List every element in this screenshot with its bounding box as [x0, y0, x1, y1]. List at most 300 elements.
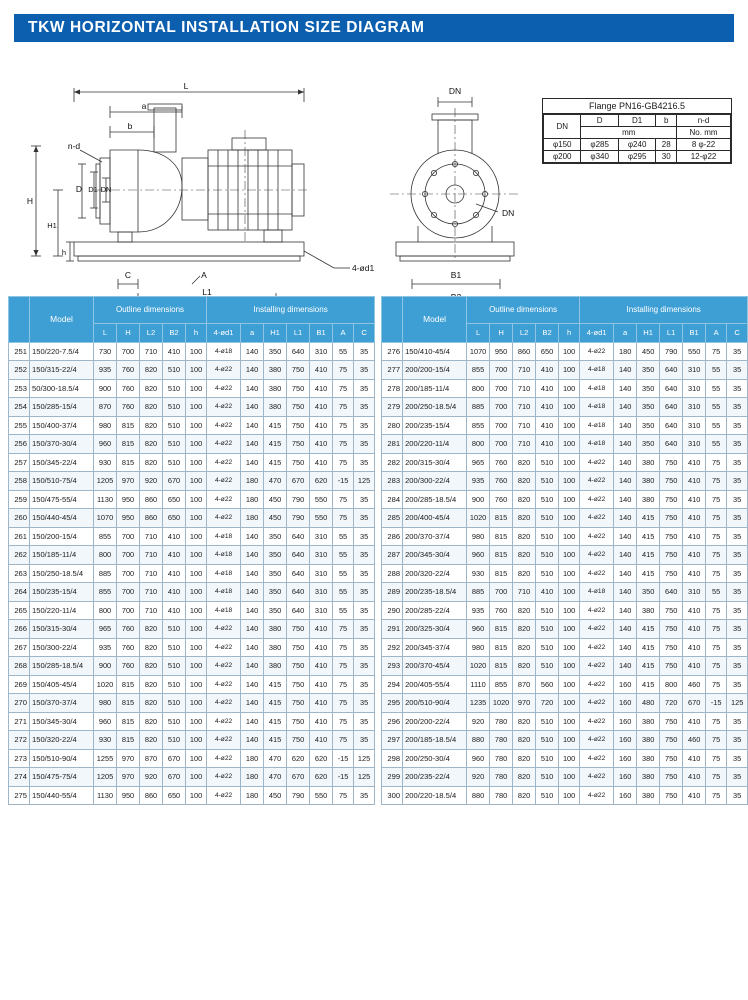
cell-h: 100	[559, 675, 580, 694]
cell-b1: 410	[683, 546, 706, 565]
cell-h: 760	[490, 472, 513, 491]
outline-dimensions-header: Outline dimensions	[467, 297, 580, 324]
cell-model: 150/440-55/4	[30, 786, 94, 805]
cell-4d1: 4-ø22	[207, 749, 241, 768]
column-header-l2: L2	[140, 324, 163, 343]
cell-h1: 380	[637, 453, 660, 472]
cell-c: 35	[354, 620, 375, 639]
cell-h1: 350	[264, 564, 287, 583]
table-row	[382, 546, 748, 565]
cell-b2: 510	[163, 638, 186, 657]
cell-a: 140	[241, 638, 264, 657]
table-row	[382, 620, 748, 639]
cell-a: 75	[333, 694, 354, 713]
cell-b2: 720	[536, 694, 559, 713]
cell-l2: 820	[140, 675, 163, 694]
row-index: 275	[9, 786, 30, 805]
cell-l: 920	[467, 712, 490, 731]
cell-h1: 380	[637, 786, 660, 805]
column-header-l1: L1	[287, 324, 310, 343]
cell-h: 100	[559, 546, 580, 565]
cell-h: 100	[559, 435, 580, 454]
cell-a: 75	[333, 398, 354, 417]
cell-4d1: 4-ø22	[207, 361, 241, 380]
cell-a: 140	[241, 657, 264, 676]
cell-l: 1235	[467, 694, 490, 713]
cell-c: 35	[354, 342, 375, 361]
flange-row	[544, 151, 731, 163]
cell-h: 780	[490, 786, 513, 805]
cell-a: 55	[333, 527, 354, 546]
cell-h: 700	[117, 601, 140, 620]
cell-c: 35	[727, 564, 748, 583]
cell-model: 150/220-11/4	[30, 601, 94, 620]
row-index: 291	[382, 620, 403, 639]
cell-model: 200/320-22/4	[403, 564, 467, 583]
cell-b2: 510	[536, 509, 559, 528]
cell-l: 965	[94, 620, 117, 639]
cell-a: 75	[706, 768, 727, 787]
cell-model: 150/345-22/4	[30, 453, 94, 472]
cell-4d1: 4-ø22	[207, 453, 241, 472]
cell-l1: 750	[287, 712, 310, 731]
column-header-h1: H1	[264, 324, 287, 343]
dimension-table-left	[8, 296, 375, 805]
cell-c: 35	[354, 379, 375, 398]
cell-b2: 510	[163, 731, 186, 750]
table-row	[9, 472, 375, 491]
cell-h: 100	[186, 749, 207, 768]
cell-l2: 710	[513, 435, 536, 454]
cell-4d1: 4-ø22	[580, 546, 614, 565]
cell-h1: 380	[264, 638, 287, 657]
column-header-l2: L2	[513, 324, 536, 343]
column-header-h1: H1	[637, 324, 660, 343]
table-row	[9, 527, 375, 546]
cell-a: 140	[614, 638, 637, 657]
cell-a: 75	[706, 546, 727, 565]
cell-l: 930	[94, 731, 117, 750]
table-row	[9, 694, 375, 713]
column-header-4d1: 4-ød1	[207, 324, 241, 343]
cell-l2: 820	[140, 379, 163, 398]
cell-h: 700	[117, 583, 140, 602]
cell-h: 100	[559, 509, 580, 528]
cell-4d1: 4-ø22	[207, 509, 241, 528]
cell-model: 200/400-45/4	[403, 509, 467, 528]
cell-b2: 510	[163, 620, 186, 639]
cell-a: 140	[614, 564, 637, 583]
cell-model: 150/285-15/4	[30, 398, 94, 417]
cell-h: 700	[117, 546, 140, 565]
cell-model: 200/315-30/4	[403, 453, 467, 472]
flange-table-grid	[543, 114, 731, 163]
cell-c: 35	[727, 490, 748, 509]
cell-4d1: 4-ø18	[207, 601, 241, 620]
row-index: 278	[382, 379, 403, 398]
cell-h: 100	[186, 638, 207, 657]
cell-a: 75	[706, 490, 727, 509]
cell-h: 950	[117, 509, 140, 528]
cell-h1: 380	[264, 398, 287, 417]
cell-model: 200/250-18.5/4	[403, 398, 467, 417]
cell-a: 75	[706, 453, 727, 472]
cell-h: 760	[117, 638, 140, 657]
cell-l2: 820	[513, 527, 536, 546]
cell-l2: 710	[140, 527, 163, 546]
cell-b1: 310	[310, 546, 333, 565]
row-index: 295	[382, 694, 403, 713]
cell-l: 1070	[94, 509, 117, 528]
cell-a: 140	[614, 601, 637, 620]
cell-4d1: 4-ø22	[207, 638, 241, 657]
row-index: 285	[382, 509, 403, 528]
table-row	[382, 675, 748, 694]
cell-model: 200/370-45/4	[403, 657, 467, 676]
table-row	[9, 453, 375, 472]
cell-b1: 310	[683, 435, 706, 454]
row-index: 268	[9, 657, 30, 676]
cell-a: 140	[241, 342, 264, 361]
cell-h: 100	[186, 361, 207, 380]
cell-a: 140	[241, 361, 264, 380]
cell-h1: 380	[637, 731, 660, 750]
cell-a: 140	[241, 694, 264, 713]
row-index-header	[382, 297, 403, 343]
cell-l: 885	[467, 398, 490, 417]
cell-c: 35	[727, 527, 748, 546]
cell-c: 35	[727, 398, 748, 417]
cell-a: 55	[706, 398, 727, 417]
cell-h: 760	[117, 361, 140, 380]
cell-c: 35	[354, 564, 375, 583]
cell-b1: 410	[683, 712, 706, 731]
cell-l2: 710	[513, 416, 536, 435]
cell-a: 160	[614, 694, 637, 713]
cell-4d1: 4-ø22	[580, 768, 614, 787]
flange-unit-mm: mm	[581, 127, 677, 139]
cell-h1: 380	[637, 749, 660, 768]
cell-l1: 640	[287, 583, 310, 602]
cell-a: 160	[614, 675, 637, 694]
cell-a: -15	[333, 749, 354, 768]
cell-l1: 720	[660, 694, 683, 713]
cell-c: 35	[727, 546, 748, 565]
cell-l2: 860	[513, 342, 536, 361]
row-index: 283	[382, 472, 403, 491]
column-header-a: A	[333, 324, 354, 343]
row-index: 273	[9, 749, 30, 768]
cell-l1: 640	[660, 435, 683, 454]
model-column-header: Model	[403, 297, 467, 343]
cell-a: 180	[241, 490, 264, 509]
column-header-l: L	[467, 324, 490, 343]
cell-b1: 550	[310, 509, 333, 528]
cell-b1: 410	[310, 675, 333, 694]
column-header-b2: B2	[536, 324, 559, 343]
cell-a: 55	[333, 546, 354, 565]
flange-cell-nd: 8 φ-22	[677, 139, 731, 151]
flange-col-nd: n-d	[677, 115, 731, 127]
cell-a: 140	[241, 546, 264, 565]
cell-4d1: 4-ø18	[207, 583, 241, 602]
cell-model: 150/220-7.5/4	[30, 342, 94, 361]
cell-b1: 310	[310, 583, 333, 602]
cell-model: 200/510-90/4	[403, 694, 467, 713]
cell-l1: 640	[287, 601, 310, 620]
cell-a: 55	[706, 416, 727, 435]
table-head	[382, 297, 748, 343]
cell-a: 75	[333, 379, 354, 398]
cell-h: 100	[186, 712, 207, 731]
cell-h: 100	[559, 731, 580, 750]
cell-l2: 820	[140, 398, 163, 417]
cell-h: 760	[117, 398, 140, 417]
cell-h1: 415	[637, 546, 660, 565]
installation-size-drawing	[14, 46, 734, 297]
cell-h: 700	[490, 416, 513, 435]
cell-a: 140	[614, 453, 637, 472]
cell-c: 35	[727, 472, 748, 491]
cell-h1: 380	[637, 601, 660, 620]
cell-4d1: 4-ø22	[580, 601, 614, 620]
cell-l2: 820	[513, 620, 536, 639]
cell-h1: 470	[264, 768, 287, 787]
cell-model: 150/475-55/4	[30, 490, 94, 509]
cell-b1: 310	[683, 398, 706, 417]
table-row	[9, 546, 375, 565]
cell-c: 35	[727, 453, 748, 472]
cell-c: 35	[354, 509, 375, 528]
cell-a: 140	[241, 379, 264, 398]
cell-model: 200/235-15/4	[403, 416, 467, 435]
cell-b2: 410	[536, 416, 559, 435]
cell-h: 815	[490, 638, 513, 657]
cell-c: 125	[354, 749, 375, 768]
cell-l: 880	[467, 731, 490, 750]
cell-a: 55	[333, 564, 354, 583]
cell-l1: 640	[287, 527, 310, 546]
cell-b1: 310	[683, 583, 706, 602]
column-header-a: a	[614, 324, 637, 343]
cell-a: -15	[706, 694, 727, 713]
cell-4d1: 4-ø18	[580, 435, 614, 454]
cell-l1: 640	[287, 546, 310, 565]
cell-4d1: 4-ø18	[207, 564, 241, 583]
cell-b1: 310	[683, 379, 706, 398]
row-index: 256	[9, 435, 30, 454]
cell-4d1: 4-ø18	[580, 398, 614, 417]
cell-h: 100	[186, 694, 207, 713]
cell-c: 35	[354, 490, 375, 509]
table-row	[9, 749, 375, 768]
cell-4d1: 4-ø22	[580, 453, 614, 472]
row-index: 264	[9, 583, 30, 602]
cell-b1: 410	[310, 453, 333, 472]
cell-l1: 620	[287, 749, 310, 768]
cell-b2: 410	[163, 546, 186, 565]
cell-model: 150/510-90/4	[30, 749, 94, 768]
cell-h1: 380	[264, 361, 287, 380]
cell-a: 55	[706, 583, 727, 602]
cell-a: 140	[614, 398, 637, 417]
cell-b2: 510	[163, 675, 186, 694]
cell-l: 855	[467, 416, 490, 435]
cell-model: 200/200-15/4	[403, 361, 467, 380]
cell-b2: 560	[536, 675, 559, 694]
row-index: 258	[9, 472, 30, 491]
cell-b1: 310	[310, 342, 333, 361]
table-row	[9, 398, 375, 417]
cell-b1: 410	[310, 638, 333, 657]
cell-4d1: 4-ø22	[580, 712, 614, 731]
label-h: h	[61, 248, 67, 257]
row-index: 277	[382, 361, 403, 380]
page-title: TKW HORIZONTAL INSTALLATION SIZE DIAGRAM	[28, 19, 425, 36]
cell-b2: 510	[536, 546, 559, 565]
flange-cell-nd: 12-φ22	[677, 151, 731, 163]
cell-h1: 350	[264, 583, 287, 602]
cell-h1: 350	[264, 601, 287, 620]
cell-l: 800	[467, 379, 490, 398]
installing-dimensions-header: Installing dimensions	[580, 297, 748, 324]
cell-a: 180	[614, 342, 637, 361]
cell-h: 815	[490, 509, 513, 528]
cell-h: 100	[559, 379, 580, 398]
cell-l2: 820	[513, 768, 536, 787]
cell-model: 200/220-18.5/4	[403, 786, 467, 805]
table-row	[9, 490, 375, 509]
cell-l2: 820	[513, 453, 536, 472]
cell-l1: 640	[660, 398, 683, 417]
cell-l: 935	[467, 472, 490, 491]
cell-b2: 510	[536, 490, 559, 509]
cell-a: 140	[614, 620, 637, 639]
cell-h: 100	[559, 768, 580, 787]
cell-h1: 415	[264, 435, 287, 454]
table-row	[9, 342, 375, 361]
cell-l1: 750	[287, 361, 310, 380]
cell-c: 35	[727, 601, 748, 620]
cell-a: 75	[706, 472, 727, 491]
label-A: A	[201, 270, 207, 280]
cell-h1: 470	[264, 749, 287, 768]
table-row	[9, 731, 375, 750]
cell-h: 100	[186, 601, 207, 620]
label-C: C	[124, 270, 132, 280]
cell-h: 100	[186, 675, 207, 694]
table-row	[382, 564, 748, 583]
cell-c: 35	[727, 509, 748, 528]
cell-l: 930	[94, 453, 117, 472]
column-header-h: H	[117, 324, 140, 343]
cell-c: 35	[354, 694, 375, 713]
cell-model: 150/285-18.5/4	[30, 657, 94, 676]
table-row	[382, 657, 748, 676]
cell-model: 150/185-11/4	[30, 546, 94, 565]
cell-a: 140	[241, 620, 264, 639]
cell-l2: 820	[140, 657, 163, 676]
table-body	[9, 342, 375, 805]
flange-cell-dn: φ150	[544, 139, 581, 151]
cell-l2: 820	[513, 657, 536, 676]
cell-c: 35	[727, 361, 748, 380]
cell-a: 160	[614, 786, 637, 805]
cell-l1: 640	[287, 342, 310, 361]
cell-a: 140	[241, 416, 264, 435]
cell-l1: 750	[287, 398, 310, 417]
cell-4d1: 4-ø22	[207, 416, 241, 435]
cell-h: 100	[559, 786, 580, 805]
row-index: 280	[382, 416, 403, 435]
cell-b1: 620	[310, 749, 333, 768]
cell-h: 100	[186, 472, 207, 491]
cell-h: 100	[559, 657, 580, 676]
row-index-header	[9, 297, 30, 343]
table-row	[382, 361, 748, 380]
cell-h1: 415	[264, 675, 287, 694]
cell-a: 160	[614, 749, 637, 768]
cell-h: 815	[117, 416, 140, 435]
cell-a: 140	[614, 361, 637, 380]
cell-h: 100	[186, 583, 207, 602]
cell-h: 100	[186, 435, 207, 454]
cell-model: 150/345-30/4	[30, 712, 94, 731]
cell-a: 140	[614, 527, 637, 546]
cell-h: 855	[490, 675, 513, 694]
cell-h1: 350	[264, 342, 287, 361]
cell-h1: 380	[264, 620, 287, 639]
cell-l2: 710	[513, 398, 536, 417]
cell-l1: 790	[287, 786, 310, 805]
cell-model: 150/370-30/4	[30, 435, 94, 454]
cell-h1: 350	[637, 379, 660, 398]
row-index: 262	[9, 546, 30, 565]
cell-l: 730	[94, 342, 117, 361]
cell-b1: 550	[683, 342, 706, 361]
cell-l1: 750	[660, 490, 683, 509]
cell-b1: 620	[310, 472, 333, 491]
cell-model: 150/235-15/4	[30, 583, 94, 602]
cell-h: 100	[186, 379, 207, 398]
cell-c: 35	[354, 601, 375, 620]
row-index: 282	[382, 453, 403, 472]
cell-l: 1130	[94, 786, 117, 805]
table-row	[9, 564, 375, 583]
cell-4d1: 4-ø22	[580, 564, 614, 583]
cell-4d1: 4-ø22	[207, 786, 241, 805]
cell-b1: 410	[683, 638, 706, 657]
cell-l1: 750	[660, 712, 683, 731]
cell-l: 980	[467, 638, 490, 657]
table-row	[382, 379, 748, 398]
cell-l: 960	[94, 712, 117, 731]
table-row	[9, 638, 375, 657]
cell-h1: 350	[264, 546, 287, 565]
cell-l: 930	[467, 564, 490, 583]
cell-l: 900	[94, 657, 117, 676]
cell-h: 700	[490, 361, 513, 380]
cell-4d1: 4-ø22	[207, 435, 241, 454]
cell-c: 35	[727, 749, 748, 768]
cell-l2: 710	[140, 583, 163, 602]
row-index: 272	[9, 731, 30, 750]
cell-c: 35	[354, 638, 375, 657]
row-index: 265	[9, 601, 30, 620]
cell-c: 35	[354, 527, 375, 546]
row-index: 294	[382, 675, 403, 694]
cell-l2: 820	[513, 509, 536, 528]
